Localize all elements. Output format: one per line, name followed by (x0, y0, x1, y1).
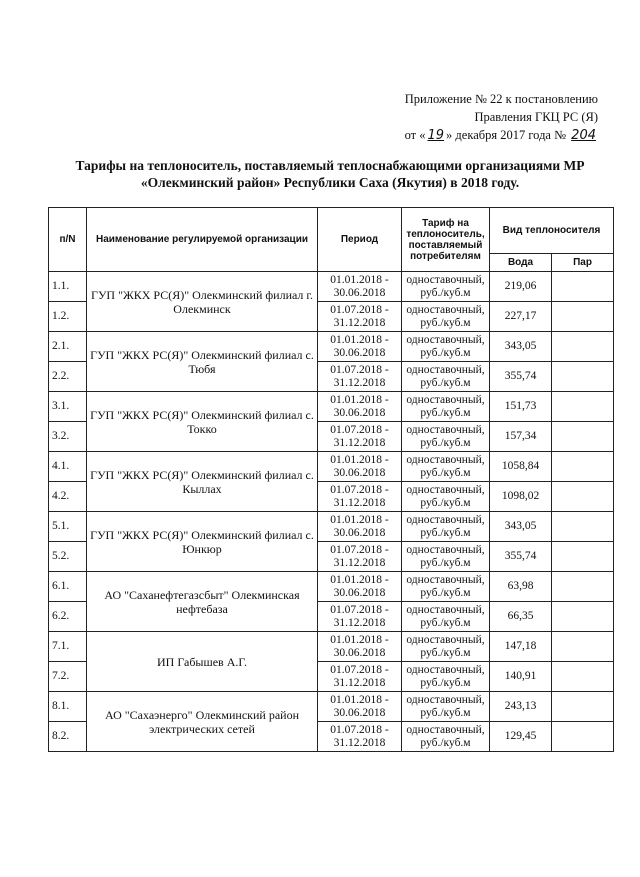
water-value-cell: 1058,84 (490, 452, 552, 482)
tariff-type-cell: одноставочный, руб./куб.м (402, 512, 490, 542)
steam-value-cell (552, 332, 614, 362)
appendix-block (405, 90, 598, 145)
period-cell: 01.01.2018 - 30.06.2018 (318, 332, 402, 362)
table-row (49, 392, 614, 422)
row-number: 1.2. (49, 302, 87, 332)
steam-value-cell (552, 602, 614, 632)
handwritten-day: 19 (427, 128, 445, 143)
steam-value-cell (552, 662, 614, 692)
period-cell: 01.07.2018 - 31.12.2018 (318, 722, 402, 752)
tariff-type-cell: одноставочный, руб./куб.м (402, 662, 490, 692)
period-cell: 01.07.2018 - 31.12.2018 (318, 302, 402, 332)
period-cell: 01.01.2018 - 30.06.2018 (318, 632, 402, 662)
header-steam: Пар (552, 254, 614, 272)
table-row (49, 572, 614, 602)
water-value-cell: 63,98 (490, 572, 552, 602)
organization-name: ГУП "ЖКХ РС(Я)" Олекминский филиал с. Кыллах (87, 452, 318, 512)
date-middle: » декабря 2017 года № (446, 128, 570, 142)
row-number: 8.2. (49, 722, 87, 752)
period-cell: 01.07.2018 - 31.12.2018 (318, 362, 402, 392)
water-value-cell: 355,74 (490, 362, 552, 392)
water-value-cell: 157,34 (490, 422, 552, 452)
tariff-type-cell: одноставочный, руб./куб.м (402, 452, 490, 482)
appendix-line-1: Приложение № 22 к постановлению (404, 92, 598, 106)
row-number: 7.1. (49, 632, 87, 662)
steam-value-cell (552, 302, 614, 332)
water-value-cell: 355,74 (490, 542, 552, 572)
water-value-cell: 1098,02 (490, 482, 552, 512)
period-cell: 01.01.2018 - 30.06.2018 (318, 392, 402, 422)
handwritten-number: 204 (571, 128, 596, 143)
header-water: Вода (490, 254, 552, 272)
organization-name: ИП Габышев А.Г. (87, 632, 318, 692)
organization-name: ГУП "ЖКХ РС(Я)" Олекминский филиал с. Токко (87, 392, 318, 452)
steam-value-cell (552, 692, 614, 722)
water-value-cell: 243,13 (490, 692, 552, 722)
organization-name: АО "Сахаэнерго" Олекминский район электрических сетей (87, 692, 318, 752)
row-number: 5.2. (49, 542, 87, 572)
period-cell: 01.01.2018 - 30.06.2018 (318, 692, 402, 722)
row-number: 3.1. (49, 392, 87, 422)
period-cell: 01.01.2018 - 30.06.2018 (318, 572, 402, 602)
water-value-cell: 140,91 (490, 662, 552, 692)
steam-value-cell (552, 512, 614, 542)
row-number: 3.2. (49, 422, 87, 452)
row-number: 4.2. (49, 482, 87, 512)
water-value-cell: 151,73 (490, 392, 552, 422)
title-line-2: «Олекминский район» Республики Саха (Якутия) в 2018 году. (140, 175, 520, 190)
steam-value-cell (552, 392, 614, 422)
tariff-type-cell: одноставочный, руб./куб.м (402, 722, 490, 752)
tariff-type-cell: одноставочный, руб./куб.м (402, 602, 490, 632)
organization-name: ГУП "ЖКХ РС(Я)" Олекминский филиал с. Юнкюр (87, 512, 318, 572)
date-prefix: от « (404, 128, 426, 142)
tariff-type-cell: одноставочный, руб./куб.м (402, 272, 490, 302)
steam-value-cell (552, 482, 614, 512)
document-title (40, 157, 620, 191)
period-cell: 01.01.2018 - 30.06.2018 (318, 272, 402, 302)
table-row (49, 692, 614, 722)
steam-value-cell (552, 632, 614, 662)
tariff-type-cell: одноставочный, руб./куб.м (402, 422, 490, 452)
row-number: 2.1. (49, 332, 87, 362)
period-cell: 01.07.2018 - 31.12.2018 (318, 602, 402, 632)
row-number: 2.2. (49, 362, 87, 392)
water-value-cell: 147,18 (490, 632, 552, 662)
steam-value-cell (552, 542, 614, 572)
tariff-type-cell: одноставочный, руб./куб.м (402, 332, 490, 362)
row-number: 8.1. (49, 692, 87, 722)
tariff-type-cell: одноставочный, руб./куб.м (402, 542, 490, 572)
steam-value-cell (552, 572, 614, 602)
steam-value-cell (552, 422, 614, 452)
steam-value-cell (552, 722, 614, 752)
row-number: 5.1. (49, 512, 87, 542)
row-number: 7.2. (49, 662, 87, 692)
tariff-type-cell: одноставочный, руб./куб.м (402, 572, 490, 602)
tariff-type-cell: одноставочный, руб./куб.м (402, 302, 490, 332)
tariff-type-cell: одноставочный, руб./куб.м (402, 482, 490, 512)
organization-name: ГУП "ЖКХ РС(Я)" Олекминский филиал с. Тюбя (87, 332, 318, 392)
tariff-type-cell: одноставочный, руб./куб.м (402, 392, 490, 422)
table-body (49, 272, 614, 752)
row-number: 6.1. (49, 572, 87, 602)
table-row (49, 272, 614, 302)
tariff-type-cell: одноставочный, руб./куб.м (402, 362, 490, 392)
tariff-table (48, 207, 614, 752)
water-value-cell: 343,05 (490, 512, 552, 542)
period-cell: 01.01.2018 - 30.06.2018 (318, 512, 402, 542)
table-row (49, 332, 614, 362)
period-cell: 01.01.2018 - 30.06.2018 (318, 452, 402, 482)
header-num: п/N (49, 208, 87, 272)
water-value-cell: 219,06 (490, 272, 552, 302)
steam-value-cell (552, 362, 614, 392)
tariff-type-cell: одноставочный, руб./куб.м (402, 692, 490, 722)
table-row (49, 452, 614, 482)
period-cell: 01.07.2018 - 31.12.2018 (318, 482, 402, 512)
appendix-line-2: Правления ГКЦ РС (Я) (474, 110, 598, 124)
row-number: 4.1. (49, 452, 87, 482)
header-tariff: Тариф на теплоноситель, поставляемый потребителям (402, 208, 490, 272)
period-cell: 01.07.2018 - 31.12.2018 (318, 422, 402, 452)
table-row (49, 512, 614, 542)
water-value-cell: 129,45 (490, 722, 552, 752)
period-cell: 01.07.2018 - 31.12.2018 (318, 662, 402, 692)
water-value-cell: 343,05 (490, 332, 552, 362)
table-row (49, 632, 614, 662)
header-org: Наименование регулируемой организации (87, 208, 318, 272)
tariff-type-cell: одноставочный, руб./куб.м (402, 632, 490, 662)
steam-value-cell (552, 452, 614, 482)
water-value-cell: 227,17 (490, 302, 552, 332)
period-cell: 01.07.2018 - 31.12.2018 (318, 542, 402, 572)
appendix-line-3 (405, 126, 598, 145)
water-value-cell: 66,35 (490, 602, 552, 632)
row-number: 6.2. (49, 602, 87, 632)
row-number: 1.1. (49, 272, 87, 302)
steam-value-cell (552, 272, 614, 302)
header-period: Период (318, 208, 402, 272)
organization-name: АО "Саханефтегазсбыт" Олекминская нефтебаза (87, 572, 318, 632)
title-line-1: Тарифы на теплоноситель, поставляемый теплоснабжающими организациями МР (75, 158, 585, 173)
header-kind: Вид теплоносителя (490, 208, 614, 254)
organization-name: ГУП "ЖКХ РС(Я)" Олекминский филиал г. Олекминск (87, 272, 318, 332)
